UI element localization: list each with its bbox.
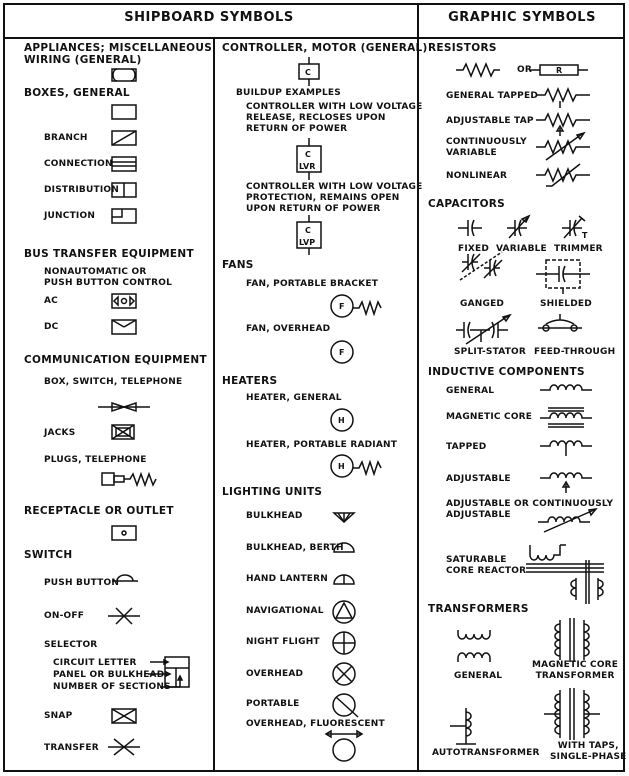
fan-portable-label: FAN, PORTABLE BRACKET <box>246 279 379 289</box>
transformer-general-symbol <box>458 630 490 662</box>
snap-switch-symbol <box>112 709 136 723</box>
svg-text:C: C <box>305 226 311 235</box>
night-flight-label: NIGHT FLIGHT <box>246 637 320 647</box>
boxes-general-label: BOXES, GENERAL <box>24 87 130 99</box>
communication-label: COMMUNICATION EQUIPMENT <box>24 354 207 366</box>
svg-text:F: F <box>339 348 345 357</box>
box-switch-telephone-label: BOX, SWITCH, TELEPHONE <box>44 377 183 387</box>
junction-label: JUNCTION <box>44 211 96 221</box>
heater-general-label: HEATER, GENERAL <box>246 393 342 403</box>
resistor-adjustable-tap-symbol <box>536 114 590 136</box>
magnetic-core-label: MAGNETIC CORE <box>446 412 533 422</box>
heater-portable-symbol <box>331 455 381 477</box>
transfer-label: TRANSFER <box>44 743 99 753</box>
feed-through-label: FEED-THROUGH <box>534 347 616 357</box>
variable-label: VARIABLE <box>496 244 547 254</box>
inductor-tapped-symbol <box>540 441 592 456</box>
branch-label: BRANCH <box>44 133 88 143</box>
svg-text:H: H <box>338 416 345 425</box>
fans-label: FANS <box>222 259 254 271</box>
capacitor-trimmer-symbol <box>562 216 588 240</box>
transformer-with-taps-symbol <box>544 688 600 740</box>
controller-symbol <box>299 57 319 86</box>
with-taps-label: WITH TAPS, SINGLE-PHASE <box>550 741 627 762</box>
svg-text:LVP: LVP <box>299 238 316 247</box>
controller-lvr-label: CONTROLLER WITH LOW VOLTAGE RELEASE, RECLOSES UPON RETURN OF POWER <box>246 102 423 134</box>
switch-label: SWITCH <box>24 549 73 561</box>
controller-lvp-label: CONTROLLER WITH LOW VOLTAGE PROTECTION, REMAINS OPEN UPON RETURN OF POWER <box>246 182 423 214</box>
svg-text:C: C <box>305 150 311 159</box>
svg-text:LVR: LVR <box>299 162 316 171</box>
ganged-label: GANGED <box>460 299 505 309</box>
lighting-units-label: LIGHTING UNITS <box>222 486 323 498</box>
inductor-adjustable-label: ADJUSTABLE <box>446 474 511 484</box>
on-off-label: ON-OFF <box>44 611 85 621</box>
graphic-symbols-header: GRAPHIC SYMBOLS <box>448 10 596 25</box>
connection-symbol <box>112 157 136 171</box>
overhead-label: OVERHEAD <box>246 669 304 679</box>
night-flight-symbol <box>333 632 355 654</box>
telephone-switch-symbol <box>98 403 150 411</box>
overhead-light-symbol <box>333 663 355 685</box>
fixed-label: FIXED <box>458 244 490 254</box>
ac-label: AC <box>44 296 58 306</box>
portable-label: PORTABLE <box>246 699 300 709</box>
jacks-symbol <box>112 425 134 439</box>
bulkhead-berth-label: BULKHEAD, BERTH <box>246 543 344 553</box>
inductive-components-label: INDUCTIVE COMPONENTS <box>428 366 585 378</box>
saturable-reactor-symbol <box>526 545 604 604</box>
junction-symbol <box>112 209 136 223</box>
nonlinear-label: NONLINEAR <box>446 171 508 181</box>
shipboard-symbols-header: SHIPBOARD SYMBOLS <box>124 10 294 25</box>
jacks-label: JACKS <box>44 428 76 438</box>
adjustable-tap-label: ADJUSTABLE TAP <box>446 116 534 126</box>
transformer-general-label: GENERAL <box>454 671 503 681</box>
resistor-variable-symbol <box>536 133 590 160</box>
branch-symbol <box>112 131 136 145</box>
hand-lantern-label: HAND LANTERN <box>246 574 329 584</box>
plugs-telephone-label: PLUGS, TELEPHONE <box>44 455 147 465</box>
magnetic-core-transformer-symbol <box>555 618 589 662</box>
inductor-general-symbol <box>540 385 592 390</box>
general-tapped-label: GENERAL TAPPED <box>446 91 538 101</box>
magnetic-core-transformer-label: MAGNETIC CORE TRANSFORMER <box>532 660 619 681</box>
inductor-magnetic-core-symbol <box>540 408 592 427</box>
controller-motor-label: CONTROLLER, MOTOR (GENERAL) <box>222 42 428 54</box>
receptacle-label: RECEPTACLE OR OUTLET <box>24 505 174 517</box>
capacitor-shielded-symbol <box>536 260 590 294</box>
continuously-variable-label: CONTINUOUSLY VARIABLE <box>446 137 527 158</box>
svg-text:T: T <box>582 231 588 240</box>
svg-text:C: C <box>305 68 311 77</box>
navigational-label: NAVIGATIONAL <box>246 606 324 616</box>
inductor-adjustable-symbol <box>540 473 592 493</box>
push-button-symbol <box>112 575 138 581</box>
transformers-label: TRANSFORMERS <box>428 603 529 615</box>
autotransformer-label: AUTOTRANSFORMER <box>432 748 540 758</box>
snap-label: SNAP <box>44 711 73 721</box>
dc-transfer-symbol <box>112 320 136 334</box>
on-off-symbol <box>108 608 140 624</box>
resistor-or-label: OR <box>517 65 532 75</box>
selector-label: SELECTOR <box>44 640 98 650</box>
capacitor-feed-through-symbol <box>538 314 582 331</box>
distribution-symbol <box>112 183 136 197</box>
capacitor-fixed-symbol <box>458 220 482 236</box>
bulkhead-light-symbol <box>334 513 354 522</box>
portable-light-symbol <box>333 694 358 717</box>
navigational-light-symbol <box>333 601 355 623</box>
svg-text:F: F <box>339 302 345 311</box>
capacitor-variable-symbol <box>507 216 529 238</box>
bulkhead-label: BULKHEAD <box>246 511 303 521</box>
ac-transfer-symbol <box>112 294 136 308</box>
transfer-switch-symbol <box>108 739 140 755</box>
trimmer-label: TRIMMER <box>554 244 603 254</box>
bus-sub-label: NONAUTOMATIC OR PUSH BUTTON CONTROL <box>44 267 173 288</box>
inductor-general-label: GENERAL <box>446 386 495 396</box>
svg-text:H: H <box>338 462 345 471</box>
resistor-symbol <box>456 64 500 76</box>
controller-lvr-symbol <box>297 138 321 180</box>
inductor-tapped-label: TAPPED <box>446 442 487 452</box>
buildup-examples-label: BUILDUP EXAMPLES <box>236 88 341 98</box>
bulkhead-berth-symbol <box>334 543 354 552</box>
fan-overhead-symbol <box>331 341 353 363</box>
resistor-nonlinear-symbol <box>536 164 590 186</box>
resistors-label: RESISTORS <box>428 42 497 54</box>
receptacle-symbol <box>112 526 136 540</box>
autotransformer-symbol <box>450 708 476 744</box>
svg-text:R: R <box>556 66 563 75</box>
distribution-label: DISTRIBUTION <box>44 185 119 195</box>
resistor-tapped-symbol <box>536 89 590 108</box>
dc-label: DC <box>44 322 59 332</box>
panel-bulkhead-label: PANEL OR BULKHEAD <box>53 670 165 680</box>
shielded-label: SHIELDED <box>540 299 592 309</box>
number-sections-label: NUMBER OF SECTIONS <box>53 682 171 692</box>
heaters-label: HEATERS <box>222 375 278 387</box>
telephone-plug-symbol <box>102 473 156 485</box>
inductor-continuously-adjustable-symbol <box>538 509 596 532</box>
saturable-core-label: SATURABLE CORE REACTOR <box>446 555 527 576</box>
capacitor-ganged-symbol <box>460 252 502 280</box>
controller-lvp-symbol <box>297 215 321 255</box>
selector-symbol <box>148 657 189 687</box>
heater-portable-label: HEATER, PORTABLE RADIANT <box>246 440 398 450</box>
heater-general-symbol <box>331 409 353 431</box>
fluorescent-light-symbol <box>326 731 362 761</box>
capacitors-label: CAPACITORS <box>428 198 506 210</box>
appliance-symbol <box>112 69 136 81</box>
appliances-label: APPLIANCES; MISCELLANEOUS WIRING (GENERAL) <box>24 42 213 66</box>
bus-transfer-label: BUS TRANSFER EQUIPMENT <box>24 248 194 260</box>
box-general-symbol <box>112 105 136 119</box>
capacitor-split-stator-symbol <box>456 315 510 344</box>
split-stator-label: SPLIT-STATOR <box>454 347 527 357</box>
fan-overhead-label: FAN, OVERHEAD <box>246 324 331 334</box>
adjustable-continuously-label: ADJUSTABLE OR CONTINUOUSLY ADJUSTABLE <box>446 499 614 520</box>
fan-portable-symbol <box>331 295 381 317</box>
hand-lantern-symbol <box>334 575 354 584</box>
circuit-letter-label: CIRCUIT LETTER <box>53 658 137 668</box>
connection-label: CONNECTION <box>44 159 113 169</box>
push-button-label: PUSH BUTTON <box>44 578 120 588</box>
resistor-box-symbol <box>530 65 588 75</box>
overhead-fluorescent-label: OVERHEAD, FLUORESCENT <box>246 719 385 729</box>
